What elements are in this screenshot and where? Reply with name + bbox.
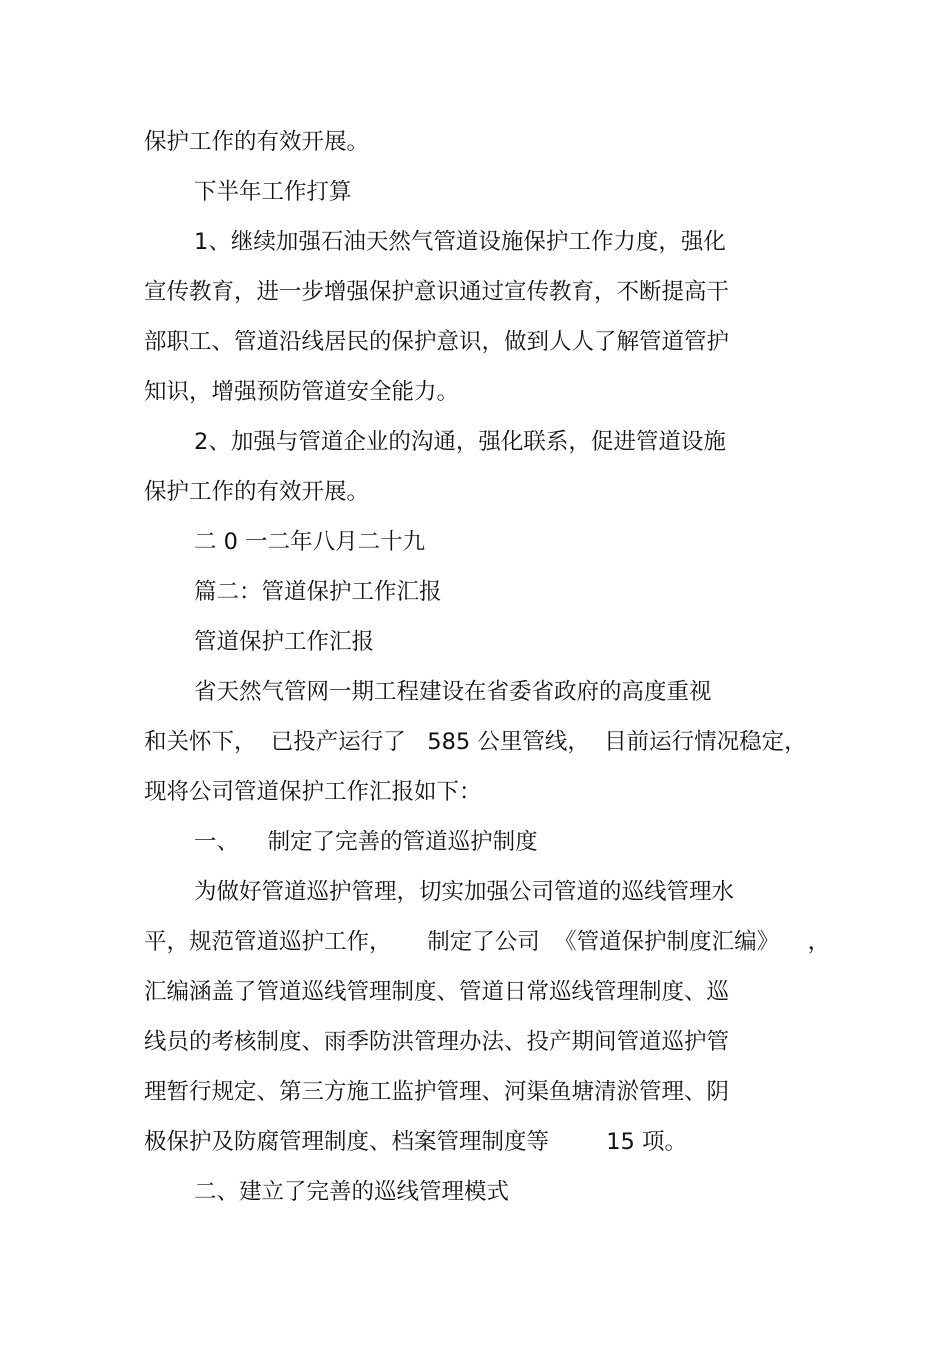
paragraph-line: 极保护及防腐管理制度、档案管理制度等 15 项。 (144, 1129, 688, 1155)
paragraph-line: 线员的考核制度、雨季防洪管理办法、投产期间管道巡护管 (144, 1029, 730, 1055)
chapter-title: 篇二：管道保护工作汇报 (194, 579, 442, 605)
paragraph-line: 知识，增强预防管道安全能力。 (144, 379, 460, 405)
section-heading: 下半年工作打算 (194, 179, 352, 205)
paragraph-line: 部职工、管道沿线居民的保护意识，做到人人了解管道管护 (144, 329, 730, 355)
date-line: 二 0 一二年八月二十九 (194, 529, 426, 555)
section-heading: 一、 制定了完善的管道巡护制度 (194, 829, 538, 855)
paragraph-line: 平，规范管道巡护工作， 制定了公司 《管道保护制度汇编》 ， (144, 929, 831, 955)
report-title: 管道保护工作汇报 (194, 629, 375, 655)
section-heading: 二、建立了完善的巡线管理模式 (194, 1179, 510, 1205)
paragraph-line: 省天然气管网一期工程建设在省委省政府的高度重视 (194, 679, 712, 705)
paragraph-line: 2、加强与管道企业的沟通，强化联系，促进管道设施 (194, 429, 726, 455)
paragraph-line: 保护工作的有效开展。 (144, 129, 370, 155)
paragraph-line: 理暂行规定、第三方施工监护管理、河渠鱼塘清淤管理、阴 (144, 1079, 730, 1105)
paragraph-line: 1、继续加强石油天然气管道设施保护工作力度，强化 (194, 229, 726, 255)
paragraph-line: 保护工作的有效开展。 (144, 479, 370, 505)
paragraph-line: 为做好管道巡护管理，切实加强公司管道的巡线管理水 (194, 879, 735, 905)
paragraph-line: 汇编涵盖了管道巡线管理制度、管道日常巡线管理制度、巡 (144, 979, 730, 1005)
paragraph-line: 宣传教育，进一步增强保护意识通过宣传教育，不断提高干 (144, 279, 730, 305)
paragraph-line: 和关怀下， 已投产运行了 585 公里管线， 目前运行情况稳定， (144, 729, 807, 755)
paragraph-line: 现将公司管道保护工作汇报如下： (144, 779, 482, 805)
